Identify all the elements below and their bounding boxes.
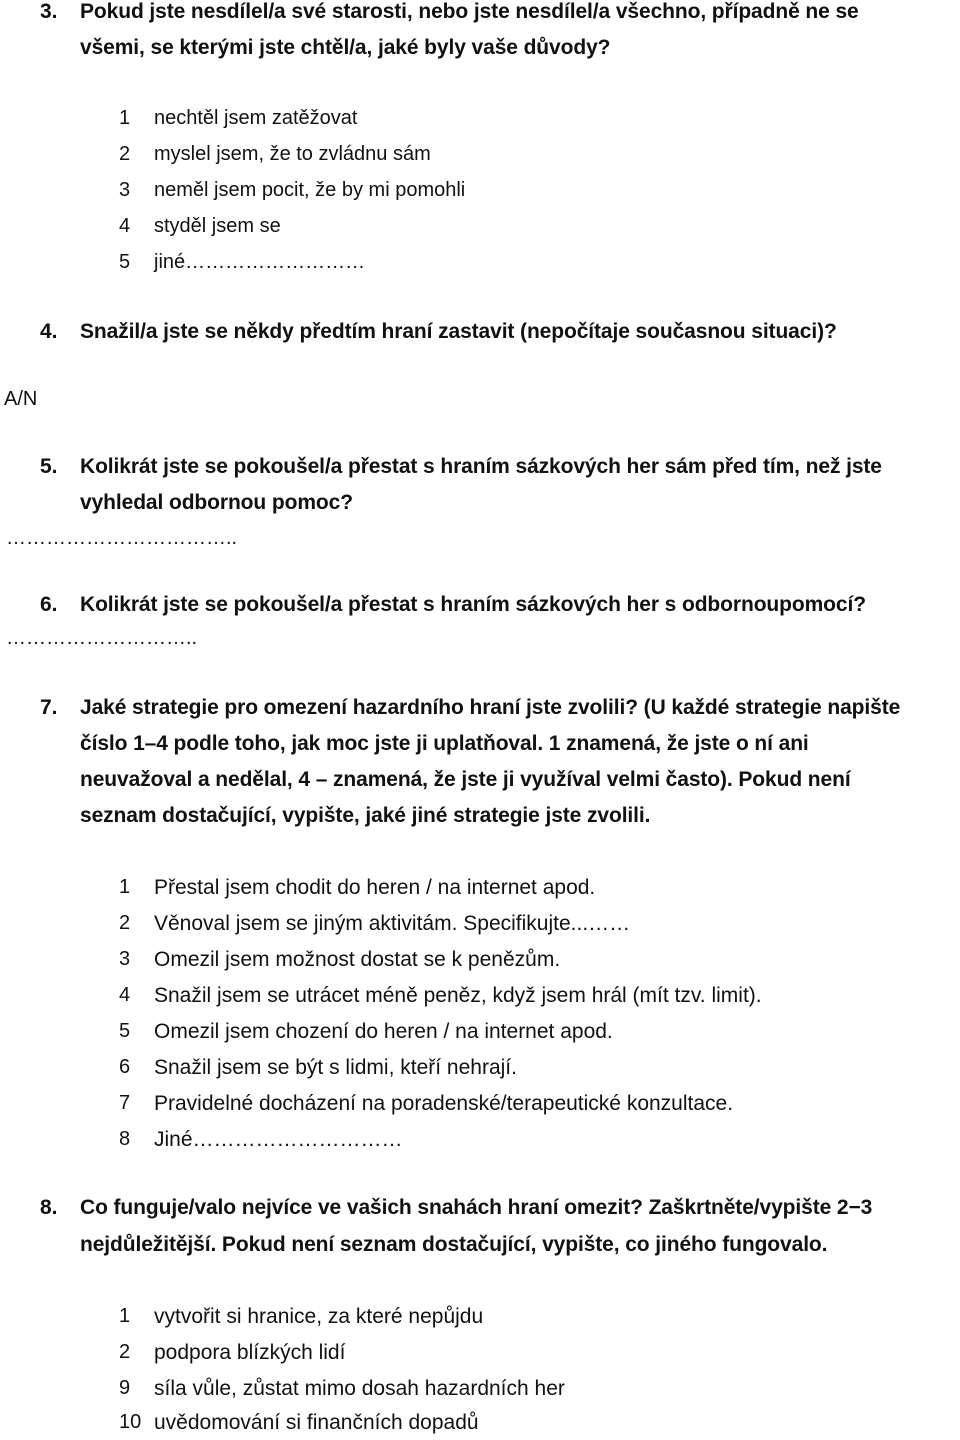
question-3-option-number: 3: [119, 179, 131, 201]
question-5-text-line-2: vyhledal odbornou pomoc?: [80, 491, 353, 514]
question-7-option-text[interactable]: Snažil jsem se utrácet méně peněz, když jsem hrál (mít tzv. limit).: [154, 984, 762, 1007]
question-8-number: 8.: [40, 1196, 58, 1219]
question-8-option-text[interactable]: síla vůle, zůstat mimo dosah hazardních her: [154, 1377, 565, 1400]
question-7-option-number: 6: [119, 1056, 131, 1078]
question-8-option-number: 2: [119, 1341, 131, 1363]
question-5-answer-field[interactable]: ……………………………..: [6, 527, 238, 549]
question-4-number: 4.: [40, 320, 58, 343]
question-8-option-number: 1: [119, 1305, 131, 1327]
question-7-option-text[interactable]: Věnoval jsem se jiným aktivitám. Specifikujte...……: [154, 912, 631, 935]
question-4-text: Snažil/a jste se někdy předtím hraní zastavit (nepočítaje současnou situaci)?: [80, 320, 837, 343]
question-7-option-number: 2: [119, 912, 131, 934]
question-6-number: 6.: [40, 593, 58, 616]
question-3-option-text[interactable]: nechtěl jsem zatěžovat: [154, 107, 358, 129]
question-3-option-number: 2: [119, 143, 131, 165]
question-7-text-line-4: seznam dostačující, vypište, jaké jiné strategie jste zvolili.: [80, 804, 651, 827]
question-7-text-line-1: Jaké strategie pro omezení hazardního hraní jste zvolili? (U každé strategie napište: [80, 696, 901, 719]
question-7-option-number: 8: [119, 1128, 131, 1150]
question-7-option-text[interactable]: Snažil jsem se být s lidmi, kteří nehrají.: [154, 1056, 517, 1079]
question-7-option-text[interactable]: Jiné…………………………: [154, 1128, 403, 1151]
question-3-text-line-2: všemi, se kterými jste chtěl/a, jaké byly vaše důvody?: [80, 36, 611, 59]
question-7-option-number: 5: [119, 1020, 131, 1042]
question-6-text: Kolikrát jste se pokoušel/a přestat s hraním sázkových her s odbornoupomocí?: [80, 593, 866, 616]
question-8-option-text[interactable]: uvědomování si finančních dopadů: [154, 1411, 479, 1434]
question-5-number: 5.: [40, 455, 58, 478]
question-3-text-line-1: Pokud jste nesdílel/a své starosti, nebo jste nesdílel/a všechno, případně ne se: [80, 0, 859, 23]
question-7-option-text[interactable]: Omezil jsem chození do heren / na internet apod.: [154, 1020, 613, 1043]
question-4-answer[interactable]: A/N: [4, 388, 38, 410]
question-3-option-text[interactable]: styděl jsem se: [154, 215, 281, 237]
question-3-option-number: 1: [119, 107, 131, 129]
question-8-option-number: 10: [119, 1411, 142, 1433]
question-7-option-text[interactable]: Pravidelné docházení na poradenské/terapeutické konzultace.: [154, 1092, 734, 1115]
question-5-text-line-1: Kolikrát jste se pokoušel/a přestat s hraním sázkových her sám před tím, než jste: [80, 455, 882, 478]
question-8-text-line-1: Co funguje/valo nejvíce ve vašich snahách hraní omezit? Zaškrtněte/vypište 2−3: [80, 1196, 873, 1219]
question-3-option-text[interactable]: neměl jsem pocit, že by mi pomohli: [154, 179, 466, 201]
question-8-option-text[interactable]: podpora blízkých lidí: [154, 1341, 346, 1364]
question-8-option-text[interactable]: vytvořit si hranice, za které nepůjdu: [154, 1305, 484, 1328]
question-7-option-number: 4: [119, 984, 131, 1006]
question-7-option-number: 1: [119, 876, 131, 898]
question-7-text-line-3: neuvažoval a nedělal, 4 – znamená, že jste ji využíval velmi často). Pokud není: [80, 768, 851, 791]
question-3-option-text[interactable]: jiné………………………: [154, 251, 366, 273]
question-8-text-line-2: nejdůležitější. Pokud není seznam dostačující, vypište, co jiného fungovalo.: [80, 1233, 828, 1256]
question-3-option-text[interactable]: myslel jsem, že to zvládnu sám: [154, 143, 431, 165]
question-3-option-number: 5: [119, 251, 131, 273]
question-7-option-text[interactable]: Přestal jsem chodit do heren / na internet apod.: [154, 876, 596, 899]
question-3-number: 3.: [40, 0, 58, 23]
question-7-number: 7.: [40, 696, 58, 719]
question-8-option-number: 9: [119, 1377, 131, 1399]
question-6-answer-field[interactable]: ………………………..: [6, 627, 198, 649]
question-7-option-number: 7: [119, 1092, 131, 1114]
question-3-option-number: 4: [119, 215, 131, 237]
question-7-option-number: 3: [119, 948, 131, 970]
question-7-text-line-2: číslo 1–4 podle toho, jak moc jste ji uplatňoval. 1 znamená, že jste o ní ani: [80, 732, 809, 755]
question-7-option-text[interactable]: Omezil jsem možnost dostat se k penězům.: [154, 948, 561, 971]
